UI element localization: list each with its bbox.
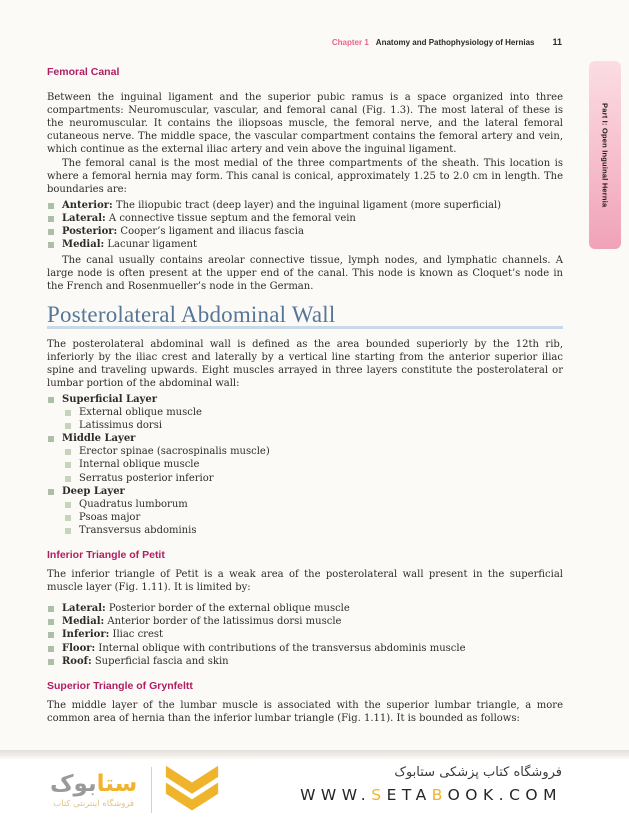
muscle-sublist xyxy=(65,406,563,432)
list-item-lead: Anterior: xyxy=(62,199,113,211)
bullet-square-icon xyxy=(48,229,54,235)
bullet-square-icon xyxy=(48,242,54,248)
boundaries-list xyxy=(48,199,563,251)
section-heading-petit: Inferior Triangle of Petit xyxy=(47,549,165,561)
list-item-lead: Medial: xyxy=(62,616,105,628)
list-item-text: Internal oblique with contributions of the transversus abdominis muscle xyxy=(95,642,466,654)
list-item-lead: Roof: xyxy=(62,655,92,667)
paragraph: The femoral canal is the most medial of the three compartments of the sheath. This location is where a femoral hernia may form. This canal is conical, approximately 1.25 to 2.0 cm in length. The boundaries are: xyxy=(47,157,563,195)
list-item xyxy=(65,406,563,419)
bullet-square-icon xyxy=(48,397,54,403)
footer-store-info xyxy=(300,765,562,804)
list-item xyxy=(48,615,563,628)
bullet-square-icon xyxy=(48,632,54,638)
list-item xyxy=(48,393,563,406)
list-group xyxy=(48,406,563,432)
bullet-square-icon xyxy=(48,646,54,652)
page-content xyxy=(47,66,563,725)
muscle-layers-list xyxy=(48,393,563,537)
url-part: WWW. xyxy=(300,786,372,804)
list-item xyxy=(48,485,563,498)
bullet-square-icon xyxy=(65,476,71,482)
url-part-accent: S xyxy=(371,786,387,804)
bullet-square-icon xyxy=(48,203,54,209)
muscle-name: Transversus abdominis xyxy=(79,524,197,536)
list-group xyxy=(48,498,563,537)
logo-divider xyxy=(151,767,152,813)
list-group xyxy=(48,445,563,484)
list-item xyxy=(65,458,563,471)
list-item-text: Posterior border of the external oblique muscle xyxy=(105,603,350,615)
petit-bounds-list xyxy=(48,602,563,667)
layer-name: Deep Layer xyxy=(62,485,125,497)
chapter-label: Chapter 1 xyxy=(331,38,369,47)
list-item xyxy=(48,642,563,655)
paragraph: The posterolateral abdominal wall is defined as the area bounded superiorly by the 12th rib, inferiorly by the iliac crest and laterally by a vertical line starting from the anterior superior iliac spine and traveling upwards. Eight muscles arrayed in three layers constitute the posterolateral or lumbar portion of the abdominal wall: xyxy=(47,338,563,389)
list-item xyxy=(48,238,563,251)
paragraph: The canal usually contains areolar connective tissue, lymph nodes, and lymphatic channels. A large node is often present at the upper end of the canal. This node is known as Cloquet’s node in the French and Rosenmueller’s node in the German. xyxy=(47,255,563,293)
list-item-lead: Medial: xyxy=(62,239,105,251)
list-item xyxy=(48,212,563,225)
bullet-square-icon xyxy=(65,515,71,521)
section-heading-femoral-canal: Femoral Canal xyxy=(47,66,120,78)
bullet-square-icon xyxy=(65,410,71,416)
url-part: ETA xyxy=(386,786,432,804)
list-item-text: Iliac crest xyxy=(109,629,164,641)
bullet-square-icon xyxy=(48,489,54,495)
muscle-name: Serratus posterior inferior xyxy=(79,472,214,484)
section-heading-posterolateral: Posterolateral Abdominal Wall xyxy=(47,308,563,329)
bullet-square-icon xyxy=(65,449,71,455)
list-item-text: Cooper’s ligament and iliacus fascia xyxy=(117,226,304,238)
list-item-text: Superficial fascia and skin xyxy=(91,655,229,667)
list-item-lead: Lateral: xyxy=(62,603,106,615)
bullet-square-icon xyxy=(48,216,54,222)
bullet-square-icon xyxy=(48,436,54,442)
muscle-sublist xyxy=(65,445,563,484)
muscle-sublist xyxy=(65,498,563,537)
muscle-name: Psoas major xyxy=(79,511,141,523)
footer-banner xyxy=(0,759,629,825)
muscle-name: Latissimus dorsi xyxy=(79,420,163,432)
setabook-url xyxy=(300,786,562,804)
setabook-wordmark xyxy=(50,771,137,809)
setabook-logo xyxy=(50,765,220,815)
bullet-square-icon xyxy=(48,606,54,612)
list-item xyxy=(48,225,563,238)
section-heading-grynfeltt: Superior Triangle of Grynfeltt xyxy=(47,679,193,692)
list-item-lead: Posterior: xyxy=(62,226,118,238)
list-item xyxy=(48,655,563,668)
list-item-text: A connective tissue septum and the femoral vein xyxy=(105,212,356,224)
bullet-square-icon xyxy=(48,659,54,665)
url-part: OOK.COM xyxy=(447,786,562,804)
page-scan-shadow xyxy=(0,750,629,759)
list-item xyxy=(48,602,563,615)
list-item-text: Anterior border of the latissimus dorsi muscle xyxy=(104,616,342,628)
list-item-text: The iliopubic tract (deep layer) and the inguinal ligament (more superficial) xyxy=(112,199,502,211)
list-item xyxy=(65,498,563,511)
wordmark-start: ستا xyxy=(96,771,138,797)
list-item xyxy=(48,628,563,641)
logo-tagline: فروشگاه اینترنتی کتاب xyxy=(53,799,135,809)
paragraph: The inferior triangle of Petit is a weak area of the posterolateral wall present in the superficial muscle layer (Fig. 1.11). It is limited by: xyxy=(47,569,563,594)
running-head xyxy=(47,37,562,47)
list-item xyxy=(65,524,563,537)
muscle-name: Erector spinae (sacrospinalis muscle) xyxy=(79,446,270,458)
setabook-chevron-icon xyxy=(164,765,220,815)
muscle-name: Quadratus lumborum xyxy=(79,498,188,510)
paragraph: Between the inguinal ligament and the superior pubic ramus is a space organized into three compartments: Neuromuscular, vascular, and femoral canal (Fig. 1.3). The most lateral of these is the neuromuscular. It contains the iliopsoas muscle, the femoral nerve, and the lateral femoral cutaneous nerve. The middle space, the vascular compartment contains the femoral artery and vein, which continue as the external iliac artery and vein above the inguinal ligament. xyxy=(47,92,563,156)
layer-name: Superficial Layer xyxy=(62,393,157,405)
list-item-lead: Floor: xyxy=(62,642,96,654)
muscle-name: Internal oblique muscle xyxy=(79,459,200,471)
list-item xyxy=(65,472,563,485)
list-item xyxy=(48,432,563,445)
url-part-accent: B xyxy=(431,786,448,804)
list-item-lead: Lateral: xyxy=(62,212,106,224)
part-tab-label: Part I: Open Inguinal Hernia xyxy=(600,102,610,208)
bullet-square-icon xyxy=(48,619,54,625)
layer-name: Middle Layer xyxy=(62,433,136,445)
list-item xyxy=(48,199,563,212)
bullet-square-icon xyxy=(65,528,71,534)
list-item xyxy=(65,511,563,524)
list-item xyxy=(65,419,563,432)
bullet-square-icon xyxy=(65,423,71,429)
list-item-text: Lacunar ligament xyxy=(104,239,198,251)
wordmark-end: بوک xyxy=(50,771,97,797)
page-number: 11 xyxy=(552,37,562,47)
bullet-square-icon xyxy=(65,462,71,468)
chapter-title: Anatomy and Pathophysiology of Hernias xyxy=(375,38,535,47)
part-tab xyxy=(589,61,621,249)
store-name-farsi: فروشگاه کتاب پزشکی ستابوک xyxy=(394,765,562,780)
bullet-square-icon xyxy=(65,502,71,508)
muscle-name: External oblique muscle xyxy=(79,407,202,419)
list-item xyxy=(65,445,563,458)
paragraph: The middle layer of the lumbar muscle is associated with the superior lumbar triangle, a more common area of hernia than the inferior lumbar triangle (Fig. 1.11). It is bounded as follows: xyxy=(47,699,563,724)
list-item-lead: Inferior: xyxy=(62,629,110,641)
